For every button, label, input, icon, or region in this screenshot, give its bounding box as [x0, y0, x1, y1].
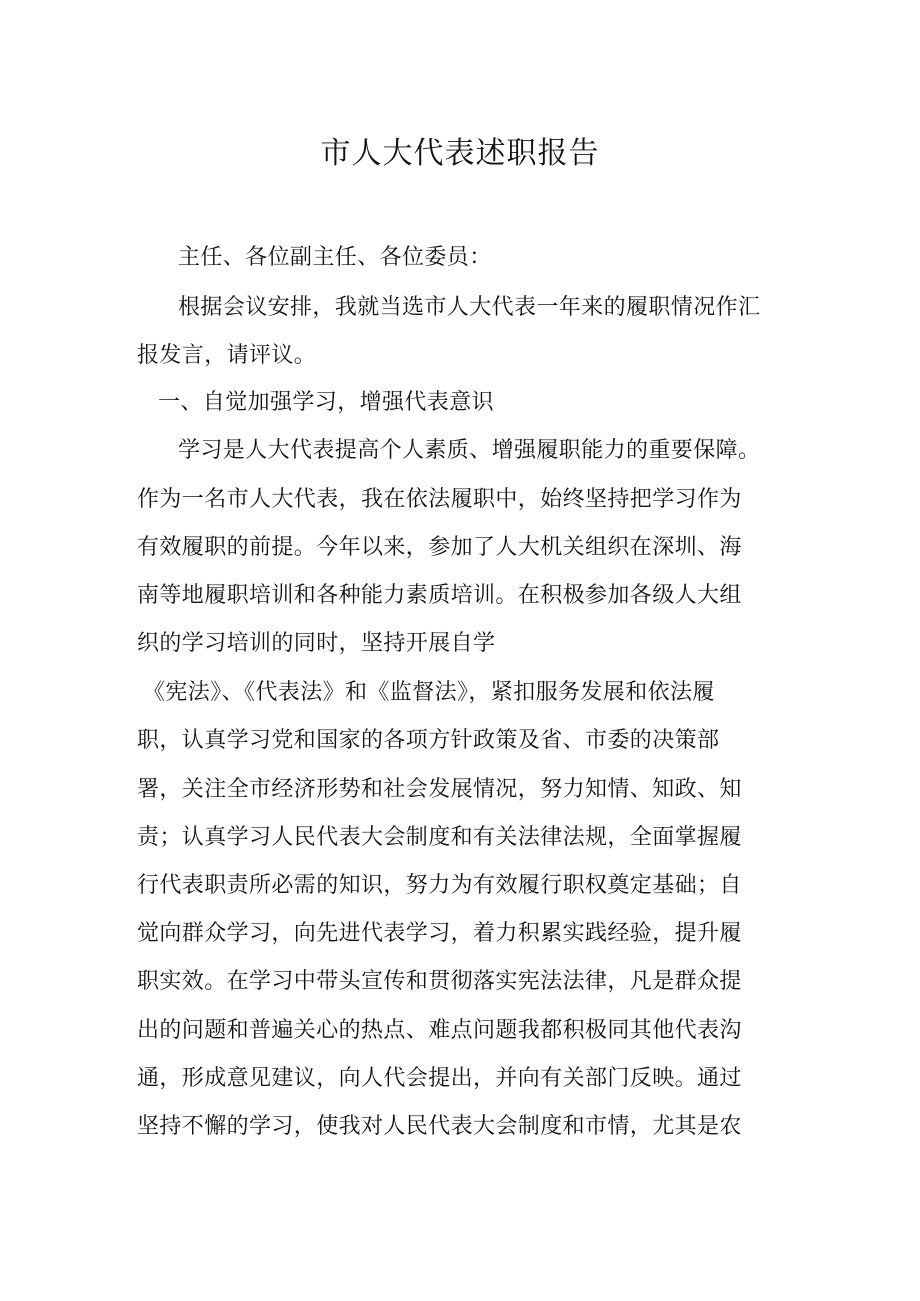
paragraph-line: 织的学习培训的同时，坚持开展自学 — [137, 631, 496, 656]
paragraph-line: 作为一名市人大代表，我在依法履职中，始终坚持把学习作为 — [137, 487, 742, 512]
paragraph-line: 根据会议安排，我就当选市人大代表一年来的履职情况作汇 — [178, 295, 761, 320]
paragraph-line: 报发言，请评议。 — [137, 343, 317, 368]
salutation-line: 主任、各位副主任、各位委员： — [178, 245, 492, 270]
document-title: 市人大代表述职报告 — [320, 136, 600, 171]
paragraph-line: 职实效。在学习中带头宣传和贯彻落实宪法法律，凡是群众提 — [137, 969, 742, 994]
paragraph-line: 责；认真学习人民代表大会制度和有关法律法规，全面掌握履 — [137, 825, 742, 850]
paragraph-line: 出的问题和普遍关心的热点、难点问题我都积极同其他代表沟 — [137, 1018, 742, 1043]
paragraph-line: 署，关注全市经济形势和社会发展情况，努力知情、知政、知 — [137, 777, 742, 802]
section-heading: 一、自觉加强学习，增强代表意识 — [158, 390, 495, 415]
paragraph-line: 通，形成意见建议，向人代会提出，并向有关部门反映。通过 — [137, 1066, 742, 1091]
paragraph-line: 学习是人大代表提高个人素质、增强履职能力的重要保障。 — [178, 438, 761, 463]
paragraph-line: 觉向群众学习，向先进代表学习，着力积累实践经验，提升履 — [137, 921, 742, 946]
paragraph-line: 有效履职的前提。今年以来，参加了人大机关组织在深圳、海 — [137, 535, 742, 560]
paragraph-line: 南等地履职培训和各种能力素质培训。在积极参加各级人大组 — [137, 583, 742, 608]
paragraph-line: 坚持不懈的学习，使我对人民代表大会制度和市情，尤其是农 — [137, 1114, 742, 1139]
paragraph-line: 行代表职责所必需的知识，努力为有效履行职权奠定基础；自 — [137, 873, 742, 898]
paragraph-line: 职，认真学习党和国家的各项方针政策及省、市委的决策部 — [137, 728, 720, 753]
paragraph-line: 《宪法》、《代表法》和《监督法》，紧扣服务发展和依法履 — [143, 680, 715, 705]
